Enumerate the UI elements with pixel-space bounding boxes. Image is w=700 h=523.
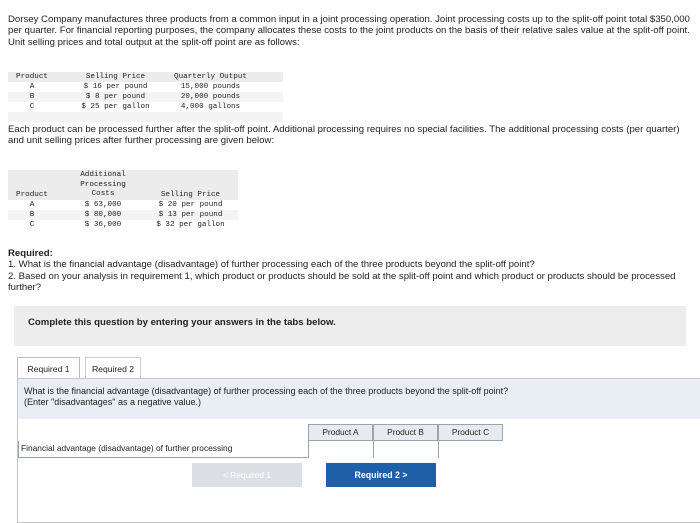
col-header-quarterly-output: Quarterly Output [174, 73, 247, 81]
table-cell: B [29, 211, 35, 219]
table-cell: A [29, 201, 35, 209]
required-q1: 1. What is the financial advantage (disadvantage) of further processing each of the three products beyond the split-off point? [8, 259, 535, 271]
table-cell: B [29, 93, 35, 101]
required-section [8, 248, 688, 294]
table-cell: $ 63,000 [84, 201, 122, 209]
answer-panel [17, 378, 700, 523]
col-header-selling-price: Selling Price [160, 191, 221, 199]
tab-required-1[interactable]: Required 1 [17, 357, 80, 379]
row-label: Financial advantage (disadvantage) of further processing [21, 443, 233, 453]
col-header-product-c: Product C [438, 424, 503, 441]
instructions-box [14, 306, 686, 346]
question-box [18, 379, 700, 419]
table-cell: C [29, 103, 35, 111]
question-hint: (Enter "disadvantages" as a negative value.) [24, 397, 201, 407]
answer-cell-product-a [308, 441, 373, 458]
problem-intro: Dorsey Company manufactures three products from a common input in a joint processing operation. Joint processing costs up to the split-off point total $350,000 per quarter. For financial reporting purposes, the company allocates these costs to the joint products on the basis of their relative sales value at the split-off point. Unit selling prices and total output at the split-off point are as follows: [8, 14, 690, 48]
table-cell: A [29, 83, 35, 91]
table-cell: $ 32 per gallon [156, 221, 225, 229]
col-header-selling-price: Selling Price [85, 73, 146, 81]
table-cell: 20,000 pounds [180, 93, 241, 101]
table-cell: C [29, 221, 35, 229]
table-cell: $ 25 per gallon [81, 103, 150, 111]
table-cell: $ 8 per pound [85, 93, 146, 101]
table-cell: $ 36,000 [84, 221, 122, 229]
col-header-additional-costs [68, 171, 138, 200]
processing-table [8, 170, 238, 232]
table-cell: $ 16 per pound [83, 83, 148, 91]
complete-prompt: Complete this question by entering your answers in the tabs below. [28, 317, 336, 328]
output-table [8, 72, 283, 122]
further-processing-text: Each product can be processed further after the split-off point. Additional processing requires no special facilities. The additional processing costs (per quarter) and unit selling prices after further processing are given below: [8, 124, 680, 147]
table-cell: $ 13 per pound [158, 211, 223, 219]
question-text [24, 386, 694, 408]
col-header-product: Product [16, 191, 48, 199]
header-line: Additional [80, 171, 126, 179]
col-header-product: Product [16, 73, 48, 81]
answer-cell-product-c [438, 441, 503, 458]
product-b-input[interactable] [376, 443, 434, 454]
required-title: Required: [8, 248, 53, 259]
table-row-bg [8, 112, 283, 122]
product-c-input[interactable] [441, 443, 499, 454]
header-line: Costs [91, 190, 115, 199]
tab-required-2[interactable]: Required 2 [85, 357, 141, 379]
question-main: What is the financial advantage (disadvantage) of further processing each of the three products beyond the split-off point? [24, 386, 509, 396]
table-cell: $ 20 per pound [158, 201, 223, 209]
next-required-button[interactable]: Required 2 > [326, 463, 436, 487]
required-q2: 2. Based on your analysis in requirement 1, which product or products should be sold at the split-off point and which product or products should be processed further? [8, 270, 676, 294]
header-line: Processing [80, 180, 126, 189]
table-cell: 4,000 gallons [180, 103, 241, 111]
answer-cell-product-b [373, 441, 438, 458]
table-cell: 15,000 pounds [180, 83, 241, 91]
prev-required-button[interactable]: < Required 1 [192, 463, 302, 487]
table-cell: $ 80,000 [84, 211, 122, 219]
col-header-product-b: Product B [373, 424, 438, 441]
product-a-input[interactable] [311, 443, 369, 454]
col-header-product-a: Product A [308, 424, 373, 441]
